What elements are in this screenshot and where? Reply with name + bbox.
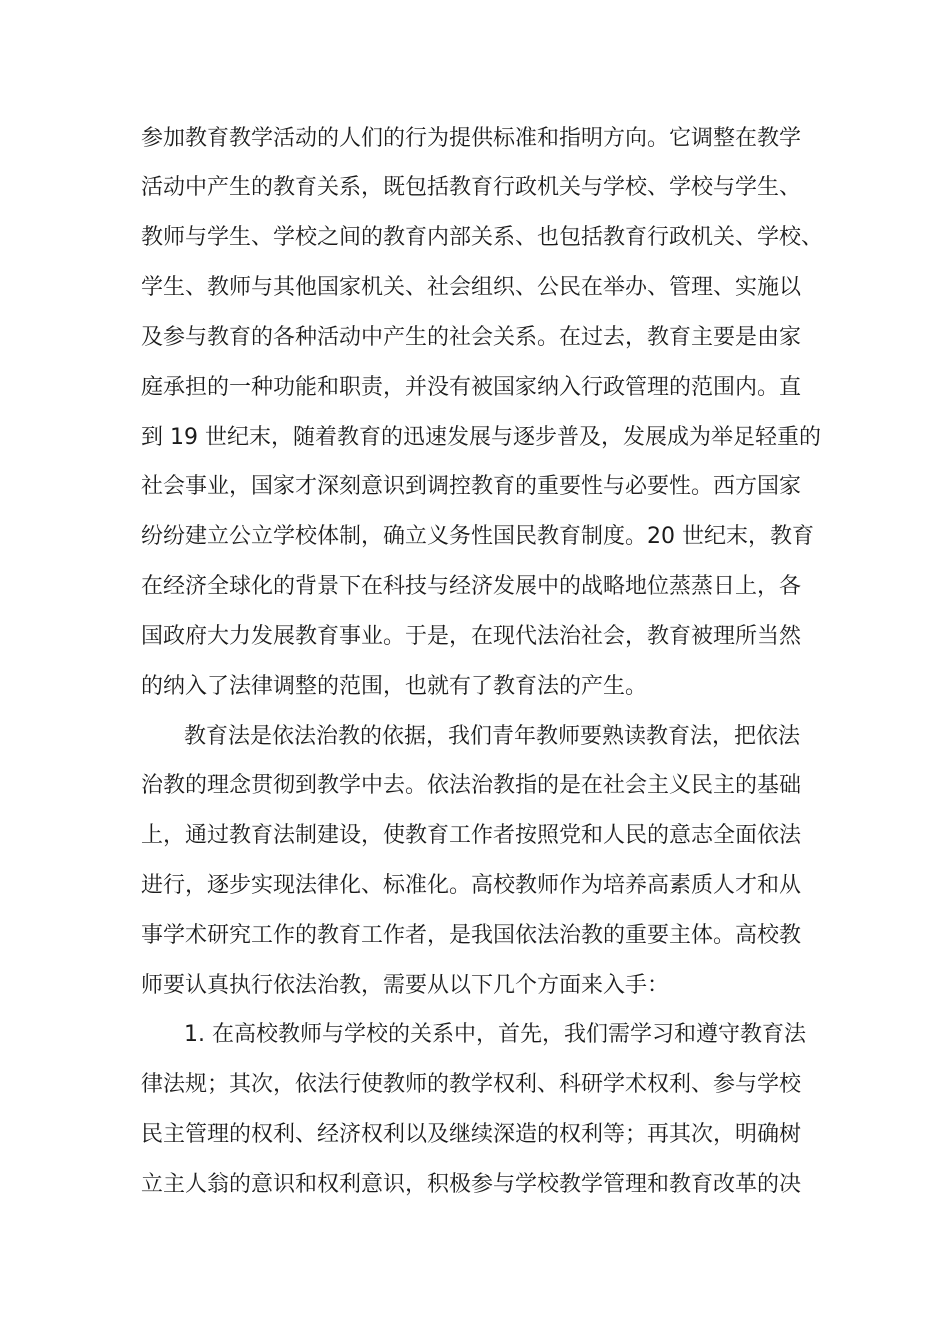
text-line: 学生、教师与其他国家机关、社会组织、公民在举办、管理、实施以 xyxy=(141,275,802,300)
list-item-first-line: 1. 在高校教师与学校的关系中，首先，我们需学习和遵守教育法 xyxy=(184,1022,806,1047)
paragraph-first-line: 教育法是依法治教的依据，我们青年教师要熟读教育法，把依法 xyxy=(184,724,801,749)
text-line: 到 19 世纪末，随着教育的迅速发展与逐步普及，发展成为举足轻重的 xyxy=(141,425,821,450)
text-line: 庭承担的一种功能和职责，并没有被国家纳入行政管理的范围内。直 xyxy=(141,375,802,400)
text-line: 活动中产生的教育关系，既包括教育行政机关与学校、学校与学生、 xyxy=(141,175,802,200)
text-line: 事学术研究工作的教育工作者，是我国依法治教的重要主体。高校教 xyxy=(141,923,802,948)
text-line: 纷纷建立公立学校体制，确立义务性国民教育制度。20 世纪末，教育 xyxy=(141,524,814,549)
text-line: 上，通过教育法制建设，使教育工作者按照党和人民的意志全面依法 xyxy=(141,823,802,848)
text-line: 的纳入了法律调整的范围，也就有了教育法的产生。 xyxy=(141,674,648,699)
text-line: 民主管理的权利、经济权利以及继续深造的权利等；再其次，明确树 xyxy=(141,1122,802,1147)
text-line: 教师与学生、学校之间的教育内部关系、也包括教育行政机关、学校、 xyxy=(141,225,824,250)
text-line: 在经济全球化的背景下在科技与经济发展中的战略地位蒸蒸日上，各 xyxy=(141,574,802,599)
text-line: 治教的理念贯彻到教学中去。依法治教指的是在社会主义民主的基础 xyxy=(141,773,802,798)
text-line: 参加教育教学活动的人们的行为提供标准和指明方向。它调整在教学 xyxy=(141,126,802,151)
text-line: 师要认真执行依法治教，需要从以下几个方面来入手： xyxy=(141,973,670,998)
text-line: 国政府大力发展教育事业。于是，在现代法治社会，教育被理所当然 xyxy=(141,624,802,649)
text-line: 律法规；其次，依法行使教师的教学权利、科研学术权利、参与学校 xyxy=(141,1072,802,1097)
text-line: 及参与教育的各种活动中产生的社会关系。在过去，教育主要是由家 xyxy=(141,325,802,350)
text-line: 社会事业，国家才深刻意识到调控教育的重要性与必要性。西方国家 xyxy=(141,474,802,499)
text-line: 进行，逐步实现法律化、标准化。高校教师作为培养高素质人才和从 xyxy=(141,873,802,898)
text-line: 立主人翁的意识和权利意识，积极参与学校教学管理和教育改革的决 xyxy=(141,1172,802,1197)
